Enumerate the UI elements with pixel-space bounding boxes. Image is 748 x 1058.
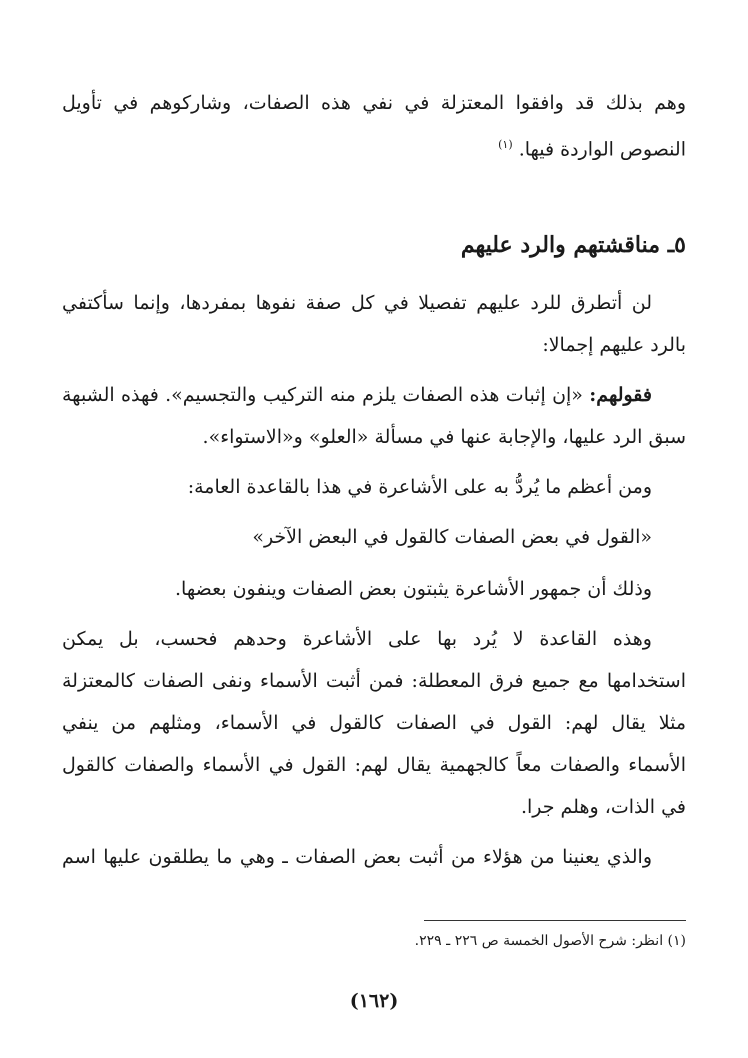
paragraph-1-line-2	[62, 130, 686, 160]
paragraph-7-line-4: الأسماء والصفات معاً كالجهمية يقال لهم: القول في الأسماء والصفات كالقول	[62, 754, 686, 776]
paragraph-8: والذي يعنينا من هؤلاء من أثبت بعض الصفات ـ وهي ما يطلقون عليها اسم	[62, 846, 652, 868]
paragraph-3-lead: فقولهم:	[589, 384, 652, 406]
page-number: (١٦٢)	[349, 990, 399, 1012]
paragraph-1-line-1: وهم بذلك قد وافقوا المعتزلة في نفي هذه الصفات، وشاركوهم في تأويل	[62, 92, 686, 114]
rule-quote: «القول في بعض الصفات كالقول في البعض الآخر»	[252, 526, 652, 548]
section-heading: ٥ـ مناقشتهم والرد عليهم	[460, 232, 686, 258]
paragraph-4: ومن أعظم ما يُردُّ به على الأشاعرة في هذا بالقاعدة العامة:	[187, 476, 652, 498]
paragraph-3-line-2: سبق الرد عليها، والإجابة عنها في مسألة «العلو» و«الاستواء».	[202, 426, 686, 448]
paragraph-7-line-5: في الذات، وهلم جرا.	[520, 796, 686, 818]
paragraph-7-line-2: استخدامها مع جميع فرق المعطلة: فمن أثبت الأسماء ونفى الصفات كالمعتزلة	[62, 670, 686, 692]
footnote-ref: (١)	[498, 138, 513, 151]
paragraph-7-line-1: وهذه القاعدة لا يُرد بها على الأشاعرة وحدهم فحسب، بل يمكن	[62, 628, 652, 650]
paragraph-2-line-2: بالرد عليهم إجمالا:	[542, 334, 686, 356]
paragraph-3-line-1	[62, 380, 652, 410]
paragraph-6: وذلك أن جمهور الأشاعرة يثبتون بعض الصفات وينفون بعضها.	[175, 578, 652, 600]
paragraph-3-text: «إن إثبات هذه الصفات يلزم منه التركيب والتجسيم». فهذه الشبهة	[62, 384, 583, 406]
paragraph-7-line-3: مثلا يقال لهم: القول في الصفات كالقول في الأسماء، ومثلهم من ينفي	[62, 712, 686, 734]
footnote-divider	[424, 920, 686, 921]
paragraph-1-text: النصوص الواردة فيها.	[518, 138, 686, 160]
footnote-text: (١) انظر: شرح الأصول الخمسة ص ٢٢٦ ـ ٢٢٩.	[414, 933, 686, 949]
paragraph-2-line-1: لن أتطرق للرد عليهم تفصيلا في كل صفة نفوها بمفردها، وإنما سأكتفي	[62, 292, 652, 314]
